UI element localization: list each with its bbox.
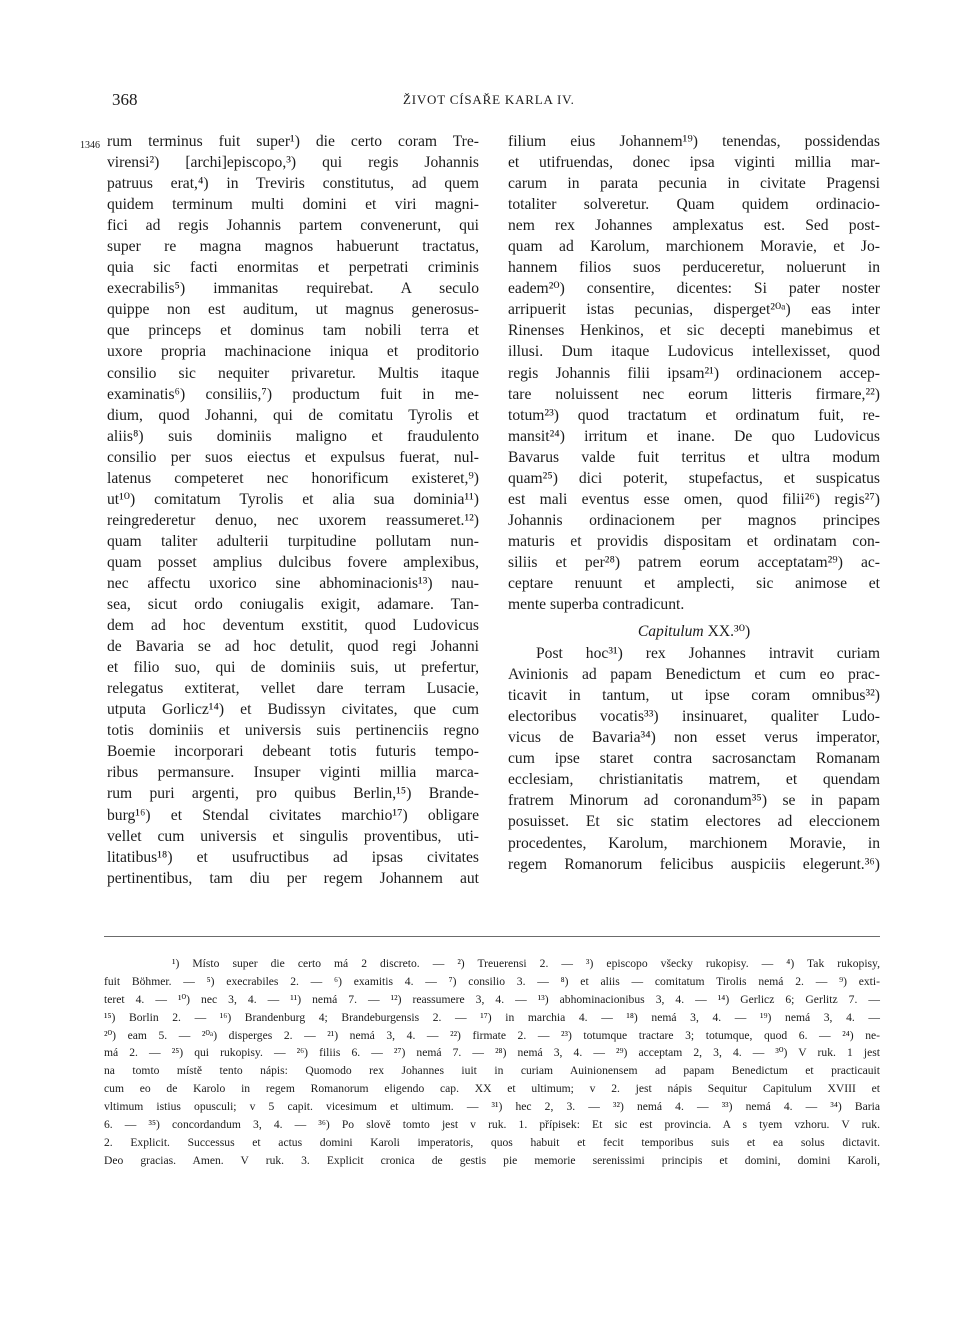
text-line: Boemie incorporari debeant totis futuris tempo-: [107, 743, 479, 761]
text-line: totaliter solveretur. Quam quidem ordinacio-: [508, 196, 880, 214]
text-line: quippe non est auditum, ut magnus generosus-: [107, 301, 479, 319]
text-line: filium eius Johannem¹⁹) tenendas, possidendas: [508, 133, 880, 150]
text-line: fici ad regis Johannis partem convenerunt, qui: [107, 217, 479, 235]
text-line: nem rex Johannes amplexatus est. Sed post-: [508, 217, 880, 235]
footnote-line: má 2. — ²⁵) qui rukopisy. — ²⁶) filiis 6. — ²⁷) nemá 7. — ²⁸) nemá 3, 4. — ²⁹) acceptam 2, 3, 4. — ³⁰) V ruk. 1 jest: [104, 1046, 880, 1060]
text-line: eadem²⁰) consentire, dicentes: Si pater noster: [508, 280, 880, 298]
text-line: arripuerit istas pecunias, disperget²⁰ᵃ) eas inter: [508, 301, 880, 319]
text-line: ticavit in tantum, ut ipse coram omnibus³²): [508, 687, 880, 705]
text-line: quia sic facti enormitas et perpetrati criminis: [107, 259, 479, 277]
text-line: vicus de Bavaria³⁴) non esset verus imperator,: [508, 729, 880, 747]
text-line: patruus erat,⁴) in Treviris constitutus, ad quem: [107, 175, 479, 193]
text-line: latenus competeret nec honorificum existeret,⁹): [107, 469, 479, 487]
text-line: Avinionis ad papam Benedictum et cum eo prac-: [508, 666, 880, 684]
text-line: totis dominiis et universis suis pertinenciis regno: [107, 722, 479, 740]
text-line: regis Johannis filii ipsam²¹) ordinacionem accep-: [508, 364, 880, 382]
text-line: maturis et providis dispositam et ordinatam con-: [508, 532, 880, 550]
text-line: est mali eventus esse omen, quod filii²⁶) regis²⁷): [508, 490, 880, 508]
text-line: dem ad hoc deventum exstitit, quod Ludovicus: [107, 617, 479, 635]
text-line: super re magna magnos habuerunt tractatus,: [107, 238, 479, 256]
chapter-heading: [508, 615, 880, 643]
text-line: ecclesiam, christianitatis matrem, et quendam: [508, 771, 880, 789]
text-line: uxore propria machinacione iniqua et proditorio: [107, 343, 479, 361]
text-line: reingrederetur denuo, nec uxorem reassumeret.¹²): [107, 511, 479, 529]
text-line: et filio suo, qui de dominiis suis, ut prefertur,: [107, 659, 479, 677]
right-column: [508, 131, 880, 875]
text-line: fratrem Minorum ad coronandum³⁵) se in papam: [508, 792, 880, 810]
text-line: litatibus¹⁸) et usufructibus ad ipsas civitates: [107, 848, 479, 866]
text-line: ribus permansure. Insuper viginti millia marca-: [107, 764, 479, 782]
text-line: mente superba contradicunt.: [508, 596, 685, 614]
text-line: aliis⁸) suis dominiis maligno et fraudulento: [107, 427, 479, 445]
text-line: carum in parata pecunia in civitate Pragensi: [508, 175, 880, 193]
chapter-heading-word: Capitulum: [637, 623, 704, 641]
year-margin-note: 1346: [80, 140, 100, 151]
footnote-line: na tomto místě tento nápis: Quomodo rex Johannes iuit in curiam Auinionensem ad papam Benedictum et practicauit: [104, 1064, 880, 1078]
text-line: relegatus extiterat, vellet dare terram Lusacie,: [107, 680, 479, 698]
footnote-line: ¹⁵) Borlin 2. — ¹⁶) Brandenburg 4; Brandeburgensis 2. — ¹⁷) in marchia 4. — ¹⁸) nemá 3, 4. — ¹⁹) nemá 3, 4. —: [104, 1010, 880, 1024]
running-title: ŽIVOT CÍSAŘE KARLA IV.: [403, 92, 575, 107]
text-line: consilio per suos eiectus et expulsus fuerat, nul-: [107, 448, 479, 466]
footnote-rule: [104, 936, 880, 937]
text-line: regem Romanorum felicibus auspiciis elegerunt.³⁶): [508, 855, 880, 873]
text-line: Bavarus valde fuit territus et ultra modum: [508, 448, 880, 466]
text-line: execrabilis⁵) immanitas requirebat. A seculo: [107, 280, 479, 298]
left-column: [107, 131, 479, 889]
text-line: Rinenses Henkinos, et sic decepti manebimus et: [508, 322, 880, 340]
text-line: sea, sicut ordo coniugalis exigit, adamare. Tan-: [107, 596, 479, 614]
text-line: siliis et per²⁸) patrem eorum acceptatam²⁹) ac-: [508, 553, 880, 571]
text-line: et utifruendas, donec ipsa viginti millia mar-: [508, 154, 880, 172]
text-line: cum ipse staret contra sacrosanctam Romanam: [508, 750, 880, 768]
text-line: illusi. Dum itaque Ludovicus intellexisset, quod: [508, 343, 880, 361]
text-line: pertinentibus, tam diu per regem Johannem aut: [107, 869, 479, 887]
text-line: Post hoc³¹) rex Johannes intravit curiam: [536, 645, 880, 663]
footnotes: [104, 955, 880, 1170]
text-line: examinatis⁶) consiliis,⁷) productum fuit in me-: [107, 385, 479, 403]
text-line: quidem terminum multi domini et viri magni-: [107, 196, 479, 214]
text-line: vellet cum universis et singulis proventibus, uti-: [107, 827, 479, 845]
footnote-line: fuit Böhmer. — ⁵) execrabiles 2. — ⁶) examitis 4. — ⁷) consilio 3. — ⁸) et aliis — comitatum Tirolis nemá 2. — ⁹) exti-: [104, 974, 880, 988]
text-line: ut¹⁰) comitatum Tyrolis et alia sua dominia¹¹): [107, 490, 479, 508]
text-line: utputa Gorlicz¹⁴) et Budissyn civitates, que cum: [107, 701, 479, 719]
footnote-line: vltimum istius opusculi; v 5 capit. vicesimum et ultimum. — ³¹) hec 2, 3. — ³²) nemá 4. — ³³) nemá 4. — ³⁴) Baria: [104, 1100, 880, 1114]
text-line: consilio sic nequiter privaretur. Multis itaque: [107, 364, 479, 382]
text-line: quam ad Karolum, marchionem Moravie, et Jo-: [508, 238, 880, 256]
text-line: electoribus vocatis³³) insinuaret, qualiter Ludo-: [508, 708, 880, 726]
page-number: 368: [112, 90, 138, 109]
chapter-heading-number: XX.³⁰): [707, 623, 751, 641]
footnote-line: ¹) Místo super die certo má 2 discreto. — ²) Treuerensi 2. — ³) episcopo všecky rukopisy. — ⁴) Tak rukopisy,: [172, 957, 880, 970]
text-line: tare noluissent nec eorum litteris firmare,²²): [508, 385, 880, 403]
text-line: virensi²) [archi]episcopo,³) qui regis Johannis: [107, 154, 479, 172]
text-line: rum terminus fuit super¹) die certo coram Tre-: [107, 133, 479, 150]
footnote-line: cum eo de Karolo in regem Romanorum eligendo cap. XX et ultimum; v 2. jest nápis Sequitur Capitulum XVIII et: [104, 1082, 880, 1096]
text-line: posuisset. Et sic statim electores ad eleccionem: [508, 813, 880, 831]
text-line: que princeps et dominus tam nobili terra et: [107, 322, 479, 340]
text-line: dium, quod Johanni, qui de comitatu Tyrolis et: [107, 406, 479, 424]
footnote-line: Deo gracias. Amen. V ruk. 3. Explicit cronica de gestis pie memorie serenissimi principis et domini, domini Karoli,: [104, 1153, 880, 1167]
text-line: de Bavaria se ad hoc detulit, quod regi Johanni: [107, 638, 479, 656]
text-line: procedentes, Karolum, marchionem Moravie, in: [508, 834, 880, 852]
footnote-line: 6. — ³⁵) concordandum 3, 4. — ³⁶) Po slově tomto jest v ruk. 1. přípisek: Et sic est provincia. A s tyem vzhoru. V ruk.: [104, 1118, 880, 1132]
text-line: quam taliter adulterii turpitudine pollutam nun-: [107, 532, 479, 550]
text-line: burg¹⁶) et Stendal civitates marchio¹⁷) obligare: [107, 806, 479, 824]
footnote-line: ²⁰) eam 5. — ²⁰ᵃ) disperges 2. — ²¹) nemá 3, 4. — ²²) firmate 2. — ²³) totumque tractare 3; totumque, quod 6. — ²⁴) ne-: [104, 1028, 880, 1042]
text-line: mansit²⁴) irritum et inane. De quo Ludovicus: [508, 427, 880, 445]
text-line: totum²³) quod tractatum et ordinatum fuit, re-: [508, 406, 880, 424]
text-line: Johannis ordinacionem per magnos principes: [508, 511, 880, 529]
text-line: rum puri argenti, pro quibus Berlin,¹⁵) Brande-: [107, 785, 479, 803]
text-line: quam posset amplius dulcibus fovere amplexibus,: [107, 553, 479, 571]
footnote-line: 2. Explicit. Successus et actus domini Karoli imperatoris, quos habuit et fecit temporibus suis et ea solus dictavit.: [104, 1135, 880, 1149]
text-line: ceptare renuunt et amplecti, sic animose et: [508, 574, 880, 592]
text-line: nec affectu uxorico sine abhominacionis¹³) nau-: [107, 574, 479, 592]
footnote-line: teret 4. — ¹⁰) nec 3, 4. — ¹¹) nemá 7. — ¹²) reassumere 3, 4. — ¹³) abhominacionibus 3, 4. — ¹⁴) Gerlicz 6; Gerlitz 7. —: [104, 992, 880, 1006]
text-line: quam²⁵) dici poterit, stupefactus, et suspicatus: [508, 469, 880, 487]
text-line: hannem filios suos perduceretur, noluerunt in: [508, 259, 880, 277]
